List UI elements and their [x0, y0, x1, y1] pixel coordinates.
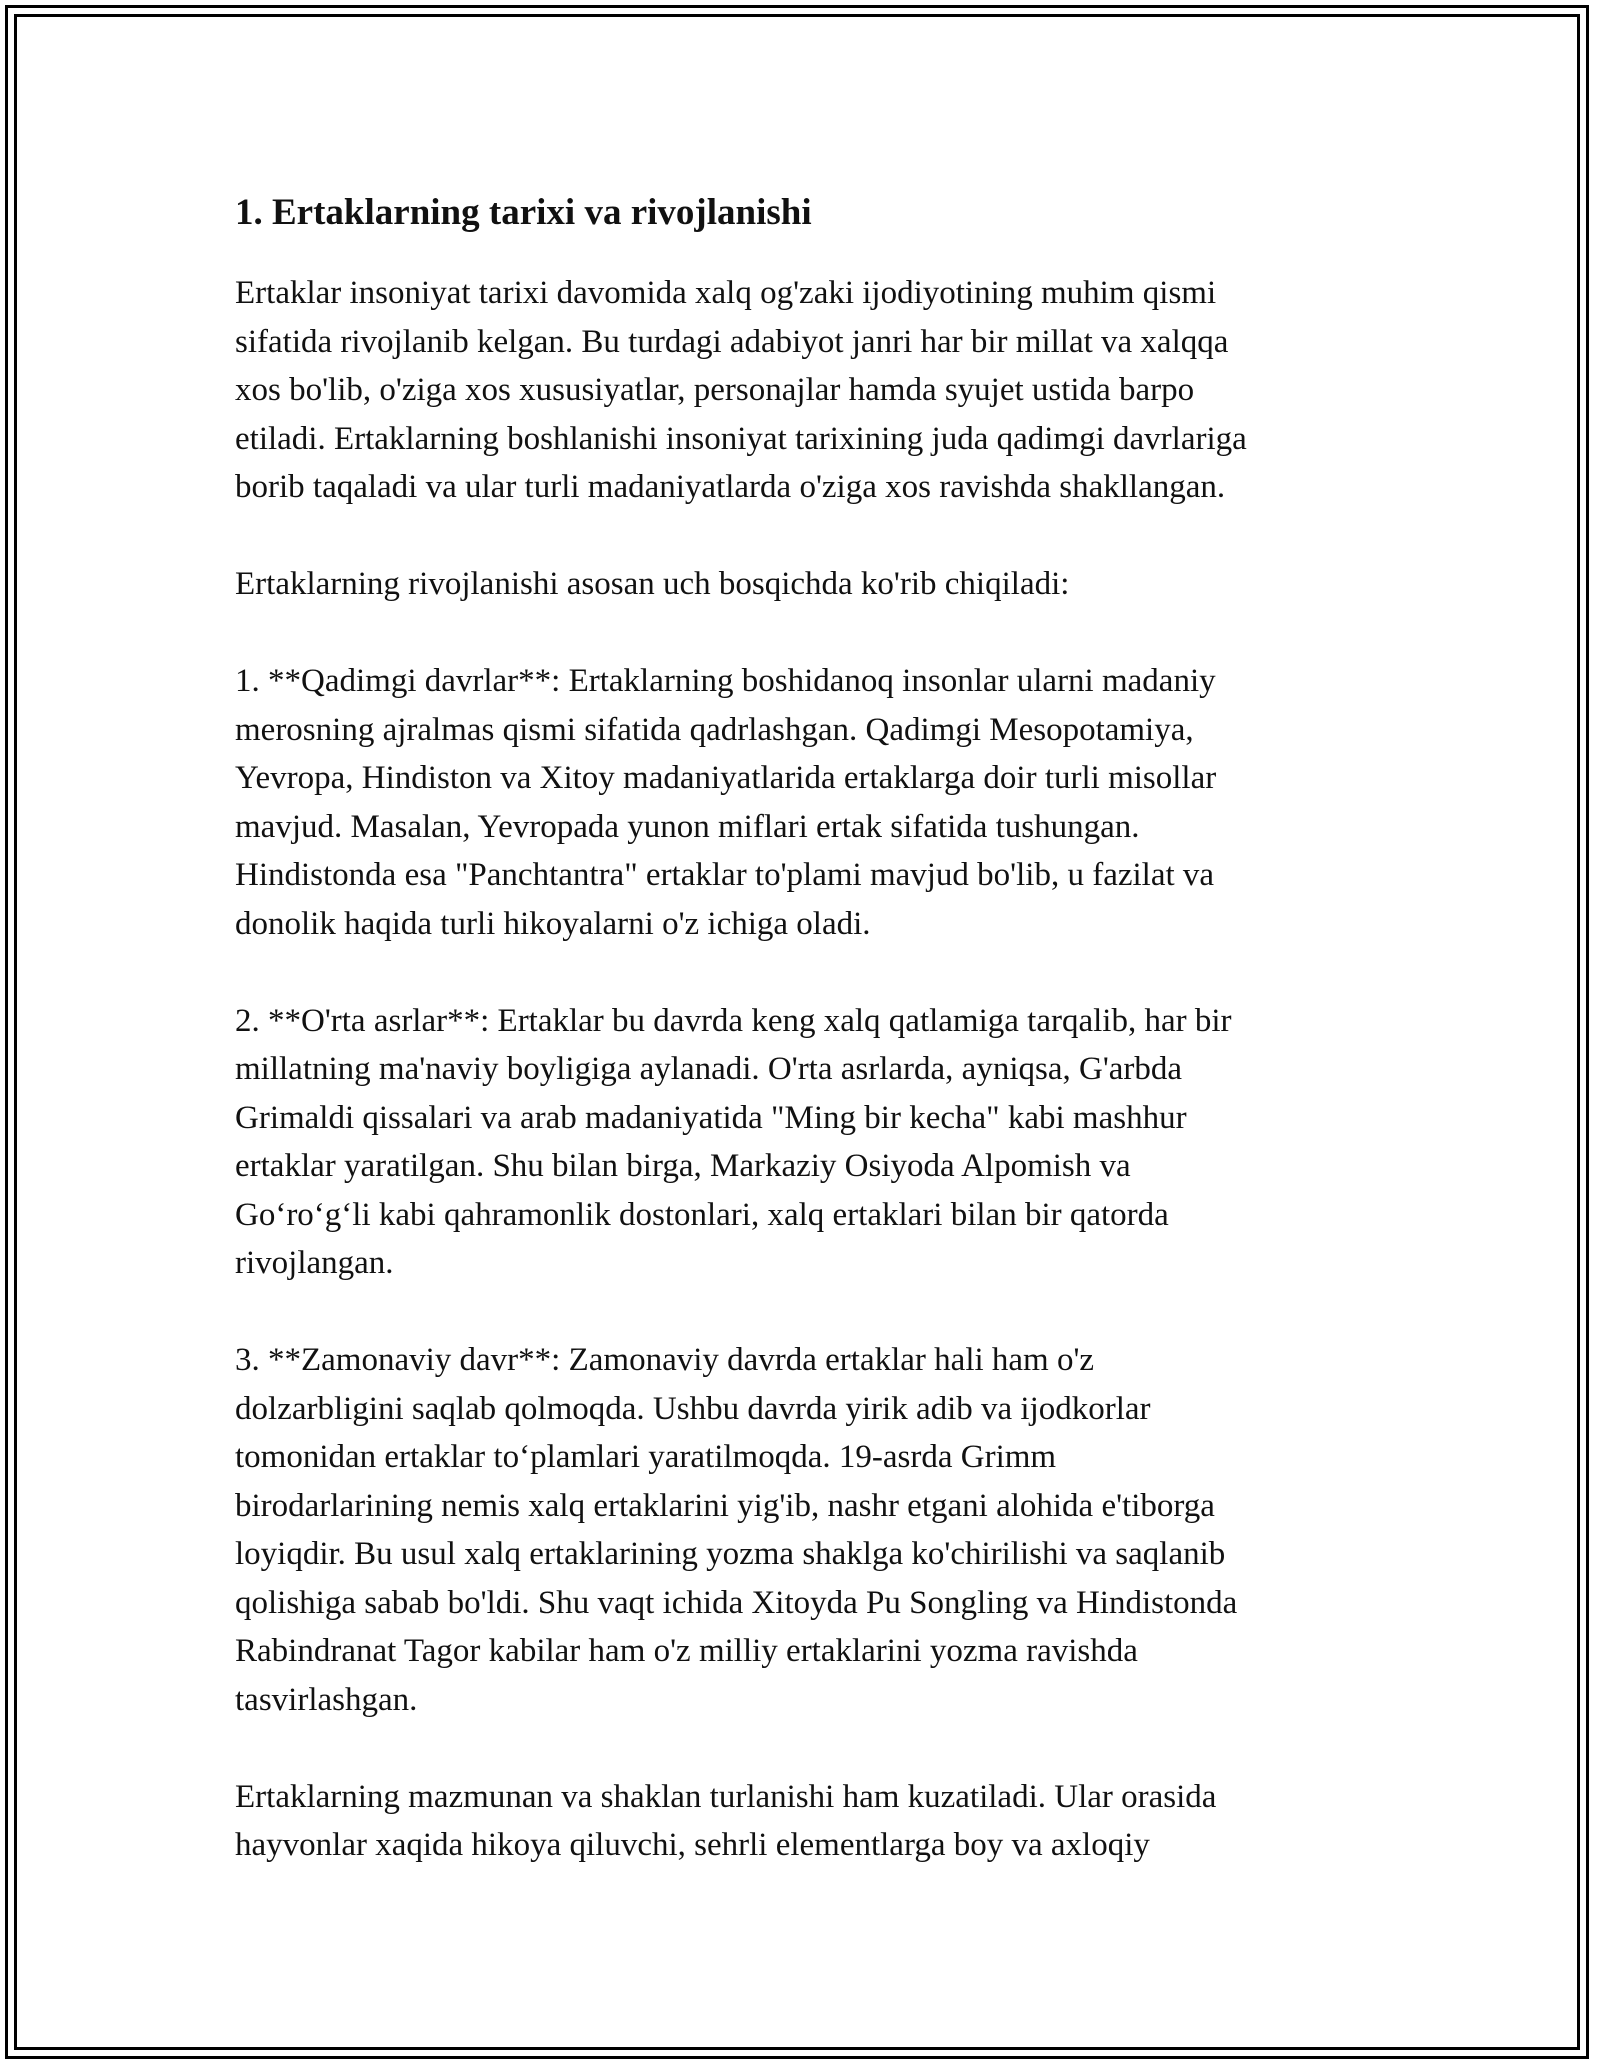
- text-line: Go‘ro‘g‘li kabi qahramonlik dostonlari, xalq ertaklari bilan bir qatorda: [235, 1196, 1169, 1233]
- text-line: loyiqdir. Bu usul xalq ertaklarining yozma shaklga ko'chirilishi va saqlanib: [235, 1536, 1226, 1572]
- text-line: merosning ajralmas qismi sifatida qadrlashgan. Qadimgi Mesopotamiya,: [235, 711, 1194, 748]
- text-line: donolik haqida turli hikoyalarni o'z ichiga oladi.: [235, 905, 871, 942]
- text-line: 3. **Zamonaviy davr**: Zamonaviy davrda ertaklar hali ham o'z: [235, 1342, 1095, 1378]
- text-line: 1. **Qadimgi davrlar**: Ertaklarning boshidanoq insonlar ularni madaniy: [235, 663, 1216, 699]
- paragraph: [235, 269, 1385, 512]
- paragraph-container: [235, 269, 1385, 1870]
- text-line: rivojlangan.: [235, 1245, 394, 1281]
- text-line: hayvonlar xaqida hikoya qiluvchi, sehrli elementlarga boy va axloqiy: [235, 1827, 1150, 1863]
- text-line: 2. **O'rta asrlar**: Ertaklar bu davrda keng xalq qatlamiga tarqalib, har bir: [235, 1002, 1232, 1039]
- section-heading: 1. Ertaklarning tarixi va rivojlanishi: [235, 192, 812, 233]
- text-line: Ertaklarning mazmunan va shaklan turlanishi ham kuzatiladi. Ular orasida: [235, 1778, 1217, 1815]
- text-line: dolzarbligini saqlab qolmoqda. Ushbu davrda yirik adib va ijodkorlar: [235, 1390, 1151, 1427]
- paragraph: [235, 1773, 1385, 1870]
- text-line: borib taqaladi va ular turli madaniyatlarda o'ziga xos ravishda shakllangan.: [235, 469, 1226, 505]
- paragraph: [235, 560, 1385, 609]
- text-line: tomonidan ertaklar to‘plamlari yaratilmoqda. 19-asrda Grimm: [235, 1439, 1057, 1475]
- text-line: tasvirlashgan.: [235, 1681, 418, 1718]
- text-line: mavjud. Masalan, Yevropada yunon miflari ertak sifatida tushungan.: [235, 808, 1140, 845]
- text-line: millatning ma'naviy boyligiga aylanadi. O'rta asrlarda, ayniqsa, G'arbda: [235, 1051, 1183, 1087]
- text-line: birodarlarining nemis xalq ertaklarini yig'ib, nashr etgani alohida e'tiborga: [235, 1487, 1215, 1524]
- text-line: Ertaklar insoniyat tarixi davomida xalq og'zaki ijodiyotining muhim qismi: [235, 275, 1217, 311]
- text-line: sifatida rivojlanib kelgan. Bu turdagi adabiyot janri har bir millat va xalqqa: [235, 323, 1229, 360]
- paragraph: [235, 1336, 1385, 1724]
- text-line: Rabindranat Tagor kabilar ham o'z milliy ertaklarini yozma ravishda: [235, 1633, 1138, 1669]
- text-line: Ertaklarning rivojlanishi asosan uch bosqichda ko'rib chiqiladi:: [235, 566, 1070, 602]
- text-line: Grimaldi qissalari va arab madaniyatida "Ming bir kecha" kabi mashhur: [235, 1099, 1187, 1136]
- paragraph: [235, 997, 1385, 1288]
- paragraph: [235, 657, 1385, 948]
- text-line: qolishiga sabab bo'ldi. Shu vaqt ichida Xitoyda Pu Songling va Hindistonda: [235, 1584, 1238, 1621]
- text-line: xos bo'lib, o'ziga xos xususiyatlar, personajlar hamda syujet ustida barpo: [235, 372, 1195, 408]
- text-line: etiladi. Ertaklarning boshlanishi insoniyat tarixining juda qadimgi davrlariga: [235, 420, 1247, 457]
- text-line: Yevropa, Hindiston va Xitoy madaniyatlarida ertaklarga doir turli misollar: [235, 760, 1217, 796]
- text-line: ertaklar yaratilgan. Shu bilan birga, Markaziy Osiyoda Alpomish va: [235, 1148, 1131, 1184]
- document-body: [235, 185, 1385, 1918]
- text-line: Hindistonda esa "Panchtantra" ertaklar to'plami mavjud bo'lib, u fazilat va: [235, 857, 1215, 893]
